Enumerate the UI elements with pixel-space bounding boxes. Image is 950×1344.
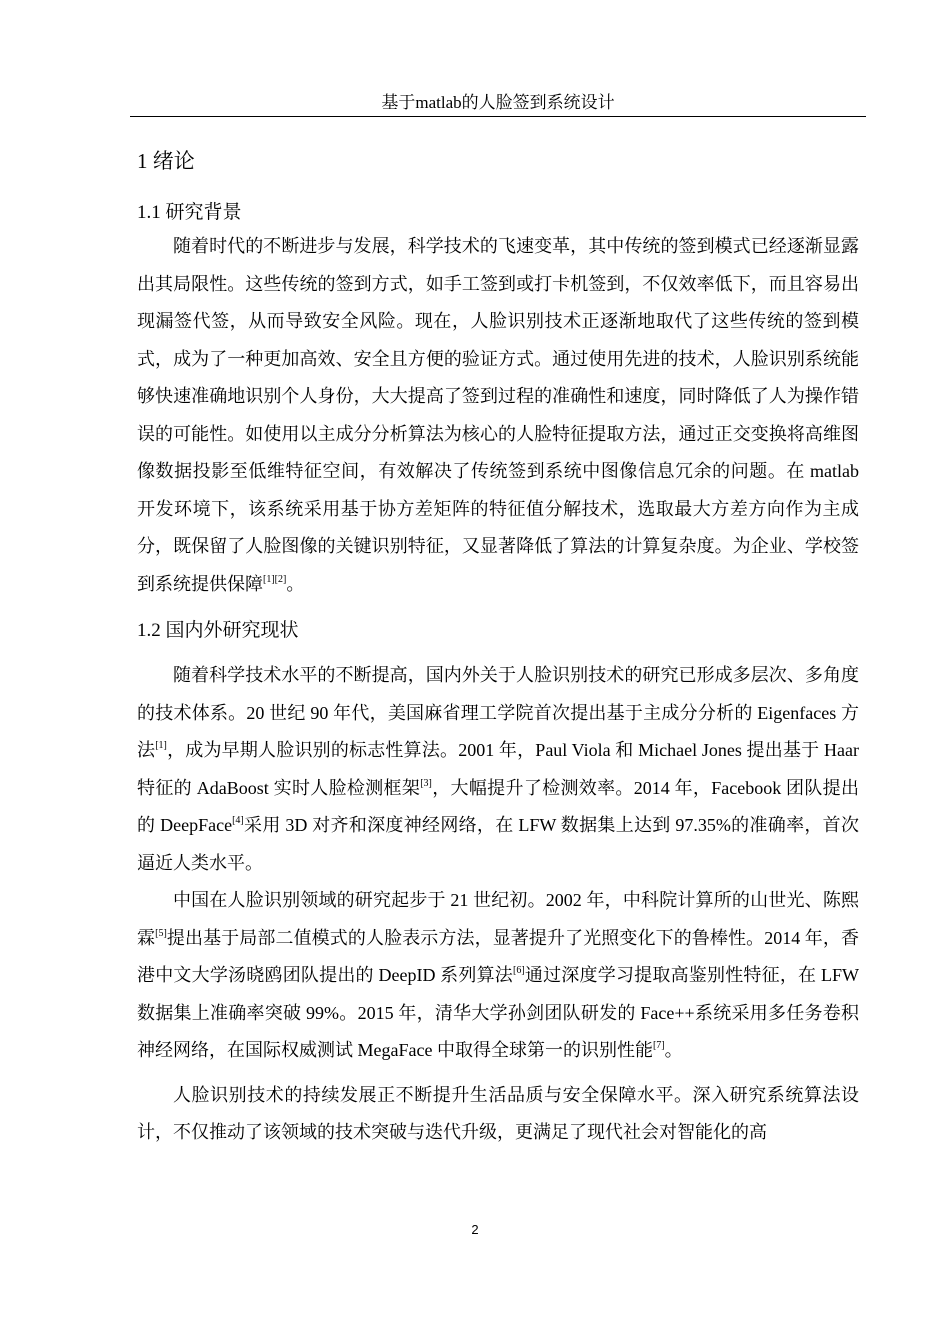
citation-ref: [7] bbox=[652, 1040, 665, 1051]
citation-ref: [3] bbox=[420, 777, 432, 789]
citation-ref: [5] bbox=[155, 927, 167, 939]
section-heading-research-status: 1.2 国内外研究现状 bbox=[137, 620, 299, 641]
running-header bbox=[130, 92, 866, 117]
citation-ref: [6] bbox=[513, 965, 525, 976]
page-number: 2 bbox=[471, 1222, 479, 1237]
chapter-heading: 1 绪论 bbox=[137, 149, 195, 173]
page-body bbox=[137, 146, 859, 1152]
running-header-title: 基于matlab的人脸签到系统设计 bbox=[381, 93, 615, 112]
citation-ref: [4] bbox=[232, 815, 244, 826]
paragraph-intl-research: 随着科学技术水平的不断提高，国内外关于人脸识别技术的研究已形成多层次、多角度的技术体系。20 世纪 90 年代，美国麻省理工学院首次提出基于主成分分析的 Eigenfaces 方法[1]，成为早期人脸识别的标志性算法。2001 年，Paul Viola 和 Michael Jones 提出基于 Haar 特征的 AdaBoost 实时人脸检测框架[3]，大幅提升了检测效率。2014 年，Facebook 团队提出的 DeepFace[4]采用 3D 对齐和深度神经网络，在 LFW 数据集上达到 97.35%的准确率，首次逼近人类水平。 bbox=[137, 665, 860, 873]
section-heading-research-background: 1.1 研究背景 bbox=[137, 202, 242, 223]
citation-ref: [1] bbox=[155, 740, 167, 751]
paragraph-significance: 人脸识别技术的持续发展正不断提升生活品质与安全保障水平。深入研究系统算法设计，不仅推动了该领域的技术突破与迭代升级，更满足了现代社会对智能化的高 bbox=[137, 1084, 859, 1142]
paragraph-domestic-research: 中国在人脸识别领域的研究起步于 21 世纪初。2002 年，中科院计算所的山世光、陈熙霖[5]提出基于局部二值模式的人脸表示方法，显著提升了光照变化下的鲁棒性。2014 年，香港中文大学汤晓鸥团队提出的 DeepID 系列算法[6]通过深度学习提取高鉴别性特征，在 LFW 数据集上准确率突破 99%。2015 年，清华大学孙剑团队研发的 Face++系统采用多任务卷积神经网络，在国际权威测试 MegaFace 中取得全球第一的识别性能[7]。 bbox=[137, 890, 860, 1060]
citation-ref: [1][2] bbox=[263, 573, 287, 585]
paragraph-research-background: 随着时代的不断进步与发展，科学技术的飞速变革，其中传统的签到模式已经逐渐显露出其局限性。这些传统的签到方式，如手工签到或打卡机签到，不仅效率低下，而且容易出现漏签代签，从而导致安全风险。现在，人脸识别技术正逐渐地取代了这些传统的签到模式，成为了一种更加高效、安全且方便的验证方式。通过使用先进的技术，人脸识别系统能够快速准确地识别个人身份，大大提高了签到过程的准确性和速度，同时降低了人为操作错误的可能性。如使用以主成分分析算法为核心的人脸特征提取方法，通过正交变换将高维图像数据投影至低维特征空间，有效解决了传统签到系统中图像信息冗余的问题。在 matlab 开发环境下，该系统采用基于协方差矩阵的特征值分解技术，选取最大方差方向作为主成分，既保留了人脸图像的关键识别特征，又显著降低了算法的计算复杂度。为企业、学校签到系统提供保障[1][2]。 bbox=[137, 236, 859, 594]
